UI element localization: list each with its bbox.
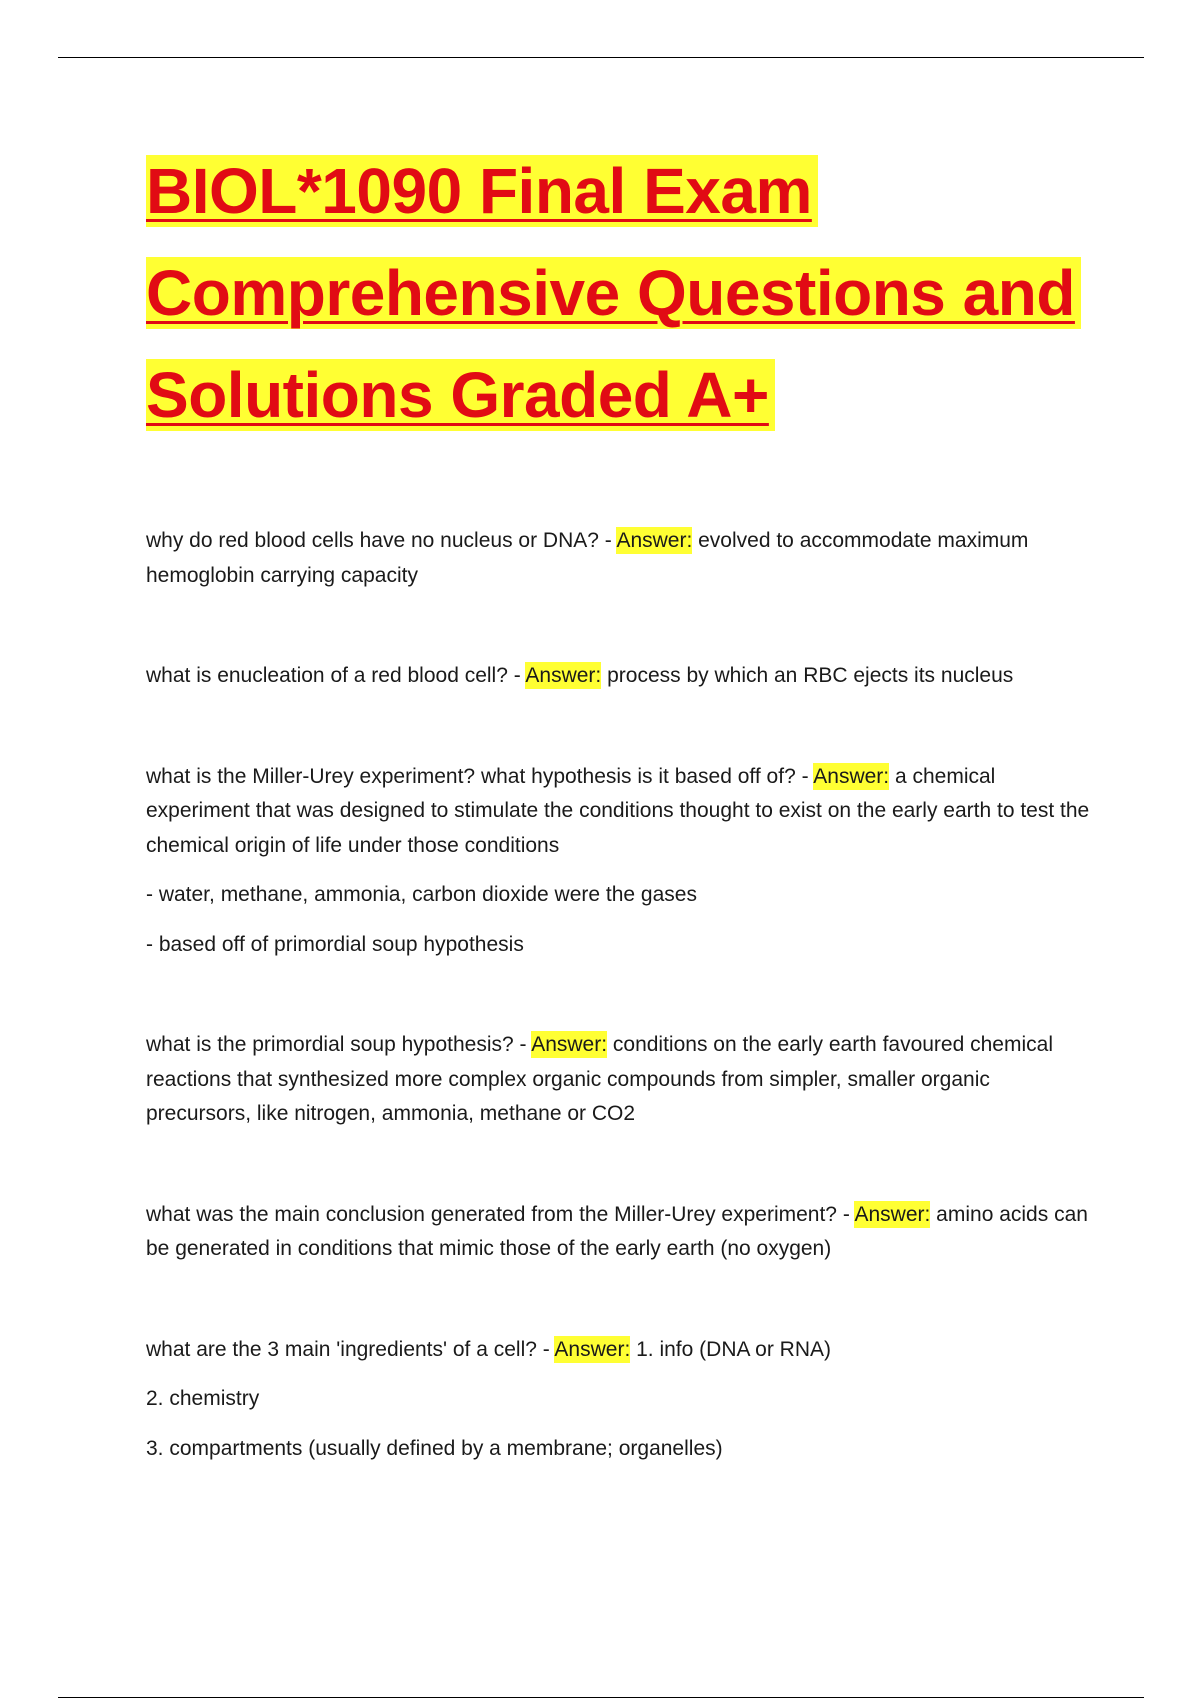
qa-item xyxy=(146,1028,1096,1132)
answer-label: Answer: xyxy=(554,1337,631,1361)
answer-label: Answer: xyxy=(525,664,602,687)
qa-line xyxy=(146,1333,1096,1368)
question-text: what is the Miller-Urey experiment? what hypothesis is it based off of? - xyxy=(146,764,814,788)
answer-detail-line: - water, methane, ammonia, carbon dioxide were the gases xyxy=(146,883,697,906)
question-text: what was the main conclusion generated from the Miller-Urey experiment? - xyxy=(146,1202,855,1226)
qa-line xyxy=(146,1198,1096,1267)
answer-detail-line: - based off of primordial soup hypothesis xyxy=(146,932,524,956)
answer-label: Answer: xyxy=(854,1202,931,1226)
question-text: what is the primordial soup hypothesis? - xyxy=(146,1033,532,1056)
answer-label: Answer: xyxy=(531,1033,608,1056)
answer-text: a chemical experiment that was designed to stimulate the conditions thought to exist on the early earth to test the chemical origin of life under those conditions xyxy=(146,764,1090,857)
qa-line xyxy=(146,659,1096,694)
answer-text: amino acids can be generated in conditions that mimic those of the early earth (no oxygen) xyxy=(146,1202,1088,1260)
title-line: BIOL*1090 Final Exam xyxy=(146,155,818,227)
answer-label: Answer: xyxy=(616,529,693,552)
question-text: what are the 3 main 'ingredients' of a cell? - xyxy=(146,1337,555,1361)
document-title xyxy=(146,140,1096,446)
question-text: why do red blood cells have no nucleus or DNA? - xyxy=(146,529,617,552)
answer-text: process by which an RBC ejects its nucleus xyxy=(601,664,1014,687)
qa-item xyxy=(146,1333,1096,1467)
answer-text: 1. info (DNA or RNA) xyxy=(630,1337,832,1361)
title-line: Comprehensive Questions and xyxy=(146,257,1081,329)
qa-item xyxy=(146,760,1096,963)
qa-line xyxy=(146,760,1096,864)
qa-list xyxy=(146,524,1096,1466)
answer-detail-line: 2. chemistry xyxy=(146,1387,260,1410)
answer-text: evolved to accommodate maximum hemoglobin carrying capacity xyxy=(146,529,1029,587)
answer-text: conditions on the early earth favoured chemical reactions that synthesized more complex organic compounds from simpler, smaller organic precursors, like nitrogen, ammonia, methane or CO2 xyxy=(146,1033,1053,1125)
answer-detail-line: 3. compartments (usually defined by a membrane; organelles) xyxy=(146,1436,723,1460)
document-body xyxy=(146,140,1096,1466)
qa-item xyxy=(146,524,1096,593)
qa-line xyxy=(146,524,1096,593)
qa-item xyxy=(146,659,1096,694)
title-line: Solutions Graded A+ xyxy=(146,359,775,431)
qa-line xyxy=(146,1028,1096,1132)
answer-label: Answer: xyxy=(813,764,890,788)
page-bottom-rule xyxy=(58,1697,1144,1698)
qa-item xyxy=(146,1198,1096,1267)
question-text: what is enucleation of a red blood cell? - xyxy=(146,664,526,687)
page-top-rule xyxy=(58,57,1144,58)
